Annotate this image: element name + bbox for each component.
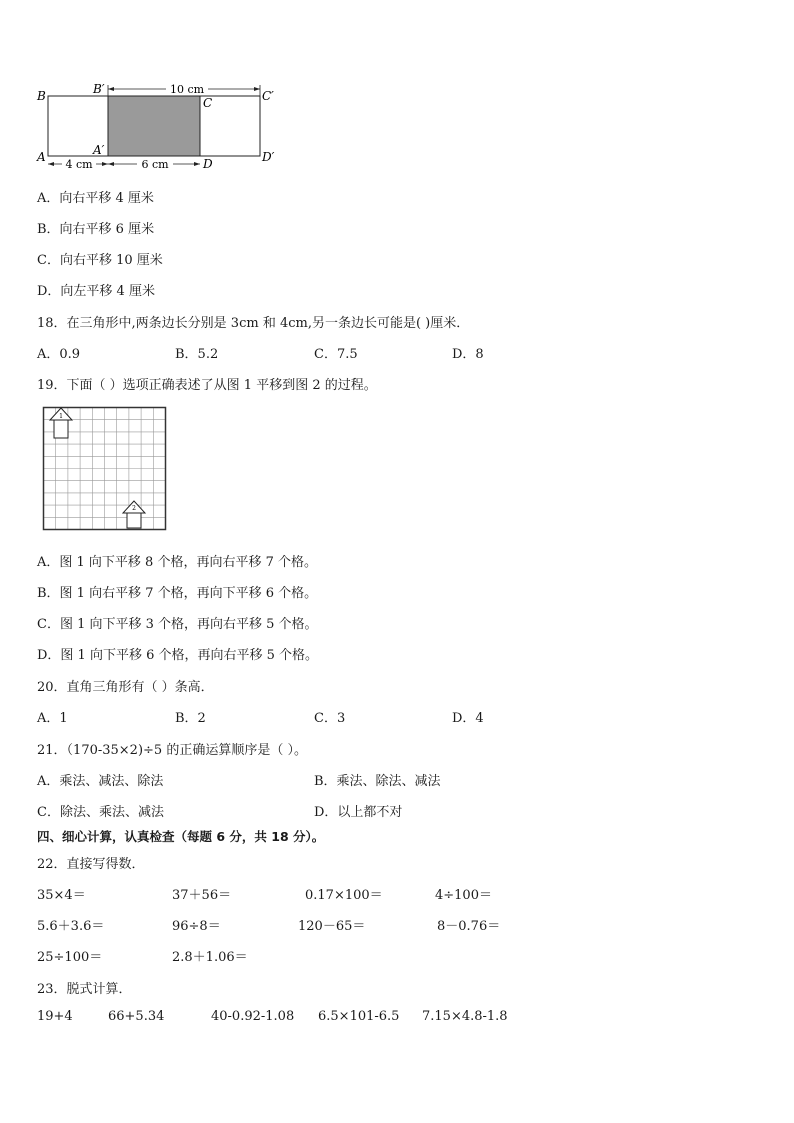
section-4-title: 四、细心计算，认真检查（每题 6 分，共 18 分）。 bbox=[37, 829, 325, 844]
top-dimension-label: 10 cm bbox=[169, 83, 205, 96]
q23-item: 40-0.92-1.08 bbox=[211, 1009, 295, 1024]
point-label-A: A bbox=[37, 150, 46, 164]
q18-options bbox=[0, 343, 794, 361]
q22-item: 35×4＝ bbox=[37, 888, 86, 903]
q19-stem: 19．下面（ ）选项正确表述了从图 1 平移到图 2 的过程。 bbox=[37, 378, 377, 393]
q23-item: 7.15×4.8-1.8 bbox=[422, 1009, 508, 1024]
translation-figure bbox=[34, 80, 284, 172]
point-label-C-prime: C′ bbox=[262, 89, 274, 103]
q21-option-b: B．乘法、除法、减法 bbox=[314, 774, 441, 789]
q20-option-a: A．1 bbox=[37, 711, 68, 726]
q22-item: 8－0.76＝ bbox=[437, 919, 501, 934]
q17-option-b: B．向右平移 6 厘米 bbox=[37, 222, 155, 237]
q20-options bbox=[0, 707, 794, 725]
q18-option-c: C．7.5 bbox=[314, 347, 358, 362]
q21-option-d: D．以上都不对 bbox=[314, 805, 403, 820]
q18-stem: 18．在三角形中,两条边长分别是 3cm 和 4cm,另一条边长可能是( )厘米． bbox=[37, 316, 470, 331]
left-dimension-label: 4 cm bbox=[65, 158, 93, 171]
q23-item: 6.5×101-6.5 bbox=[318, 1009, 400, 1024]
q22-item: 25÷100＝ bbox=[37, 950, 103, 965]
point-label-C: C bbox=[203, 96, 213, 110]
q22-row-1 bbox=[0, 884, 794, 902]
q22-item: 0.17×100＝ bbox=[305, 888, 383, 903]
q22-row-2 bbox=[0, 915, 794, 933]
point-label-D: D bbox=[203, 157, 213, 171]
point-label-B-prime: B′ bbox=[93, 82, 105, 96]
point-label-D-prime: D′ bbox=[262, 150, 275, 164]
q20-stem: 20．直角三角形有（ ）条高． bbox=[37, 680, 214, 695]
q18-option-a: A．0.9 bbox=[37, 347, 81, 362]
q23-items bbox=[0, 1009, 794, 1027]
q17-option-d: D．向左平移 4 厘米 bbox=[37, 284, 155, 299]
mid-dimension-label: 6 cm bbox=[141, 158, 169, 171]
figure-1-number: 1 bbox=[59, 413, 63, 420]
shaded-rectangle bbox=[108, 96, 200, 156]
q20-option-c: C．3 bbox=[314, 711, 346, 726]
q21-option-a: A．乘法、减法、除法 bbox=[37, 774, 164, 789]
q19-option-a: A．图 1 向下平移 8 个格，再向右平移 7 个格。 bbox=[37, 555, 317, 570]
q23-item: 19+4 bbox=[37, 1009, 73, 1024]
point-label-B: B bbox=[37, 89, 46, 103]
grid-figure bbox=[42, 406, 168, 532]
q18-option-d: D．8 bbox=[452, 347, 484, 362]
q22-item: 96÷8＝ bbox=[172, 919, 221, 934]
figure-1-house bbox=[50, 408, 72, 438]
q20-option-b: B．2 bbox=[175, 711, 206, 726]
q22-item: 37＋56＝ bbox=[172, 888, 232, 903]
q21-options-row2 bbox=[0, 801, 794, 819]
q21-option-c: C．除法、乘法、减法 bbox=[37, 805, 164, 820]
q17-option-a: A．向右平移 4 厘米 bbox=[37, 191, 154, 206]
q18-option-b: B．5.2 bbox=[175, 347, 219, 362]
figure-2-number: 2 bbox=[132, 505, 136, 512]
point-label-A-prime: A′ bbox=[93, 143, 105, 157]
q19-option-b: B．图 1 向右平移 7 个格，再向下平移 6 个格。 bbox=[37, 586, 318, 601]
q19-option-c: C．图 1 向下平移 3 个格，再向右平移 5 个格。 bbox=[37, 617, 318, 632]
q22-stem: 22．直接写得数． bbox=[37, 857, 145, 872]
q17-option-c: C．向右平移 10 厘米 bbox=[37, 253, 163, 268]
q23-item: 66+5.34 bbox=[108, 1009, 165, 1024]
q20-option-d: D．4 bbox=[452, 711, 484, 726]
q19-option-d: D．图 1 向下平移 6 个格，再向右平移 5 个格。 bbox=[37, 648, 319, 663]
q23-stem: 23．脱式计算． bbox=[37, 982, 132, 997]
q22-item: 4÷100＝ bbox=[435, 888, 492, 903]
q22-item: 120－65＝ bbox=[298, 919, 366, 934]
q21-stem: 21．（170-35×2)÷5 的正确运算顺序是（ ）。 bbox=[37, 743, 307, 758]
q22-item: 5.6＋3.6＝ bbox=[37, 919, 105, 934]
q22-item: 2.8＋1.06＝ bbox=[172, 950, 248, 965]
q21-options-row1 bbox=[0, 770, 794, 788]
q22-row-3 bbox=[0, 946, 794, 964]
